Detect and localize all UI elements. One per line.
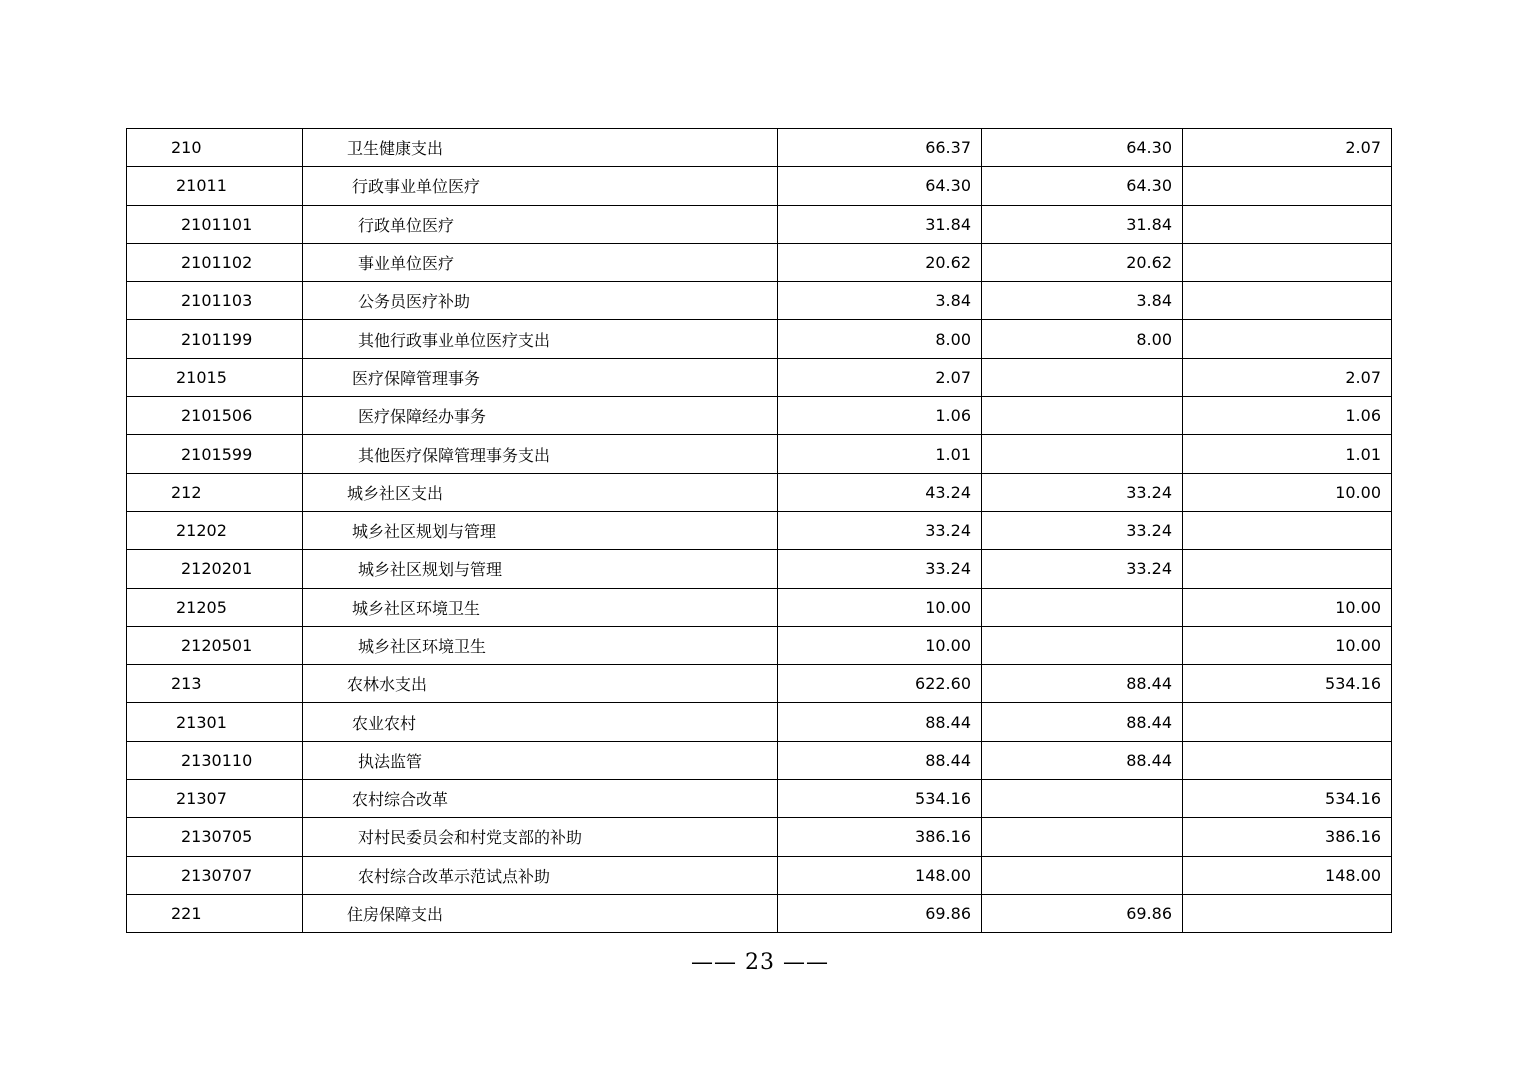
total-amount-cell: 88.44 bbox=[778, 741, 982, 779]
basic-expenditure-cell bbox=[982, 588, 1183, 626]
total-amount-cell: 66.37 bbox=[778, 129, 982, 167]
table-row bbox=[127, 665, 1392, 703]
basic-expenditure-cell: 8.00 bbox=[982, 320, 1183, 358]
total-amount-cell: 10.00 bbox=[778, 588, 982, 626]
basic-expenditure-cell: 33.24 bbox=[982, 550, 1183, 588]
subject-name-cell: 行政单位医疗 bbox=[303, 205, 778, 243]
subject-name-cell: 农林水支出 bbox=[303, 665, 778, 703]
subject-code-cell: 21202 bbox=[127, 511, 303, 549]
total-amount-cell: 3.84 bbox=[778, 282, 982, 320]
total-amount-cell: 622.60 bbox=[778, 665, 982, 703]
project-expenditure-cell bbox=[1183, 741, 1392, 779]
total-amount-cell: 148.00 bbox=[778, 856, 982, 894]
basic-expenditure-cell: 88.44 bbox=[982, 741, 1183, 779]
basic-expenditure-cell: 33.24 bbox=[982, 511, 1183, 549]
basic-expenditure-cell bbox=[982, 818, 1183, 856]
project-expenditure-cell bbox=[1183, 894, 1392, 932]
basic-expenditure-cell bbox=[982, 626, 1183, 664]
subject-name-cell: 农村综合改革 bbox=[303, 780, 778, 818]
total-amount-cell: 88.44 bbox=[778, 703, 982, 741]
table-row bbox=[127, 894, 1392, 932]
table-row bbox=[127, 205, 1392, 243]
project-expenditure-cell bbox=[1183, 243, 1392, 281]
subject-code-cell: 2101506 bbox=[127, 397, 303, 435]
basic-expenditure-cell: 88.44 bbox=[982, 665, 1183, 703]
project-expenditure-cell: 386.16 bbox=[1183, 818, 1392, 856]
subject-name-cell: 行政事业单位医疗 bbox=[303, 167, 778, 205]
table-row bbox=[127, 856, 1392, 894]
subject-code-cell: 2101103 bbox=[127, 282, 303, 320]
basic-expenditure-cell: 31.84 bbox=[982, 205, 1183, 243]
project-expenditure-cell bbox=[1183, 550, 1392, 588]
total-amount-cell: 69.86 bbox=[778, 894, 982, 932]
basic-expenditure-cell: 88.44 bbox=[982, 703, 1183, 741]
subject-name-cell: 城乡社区环境卫生 bbox=[303, 626, 778, 664]
subject-code-cell: 2130707 bbox=[127, 856, 303, 894]
table-row bbox=[127, 511, 1392, 549]
subject-name-cell: 公务员医疗补助 bbox=[303, 282, 778, 320]
project-expenditure-cell: 1.01 bbox=[1183, 435, 1392, 473]
total-amount-cell: 43.24 bbox=[778, 473, 982, 511]
subject-code-cell: 2130110 bbox=[127, 741, 303, 779]
total-amount-cell: 534.16 bbox=[778, 780, 982, 818]
subject-name-cell: 医疗保障经办事务 bbox=[303, 397, 778, 435]
basic-expenditure-cell bbox=[982, 358, 1183, 396]
table-row bbox=[127, 397, 1392, 435]
subject-code-cell: 210 bbox=[127, 129, 303, 167]
table-row bbox=[127, 243, 1392, 281]
project-expenditure-cell: 534.16 bbox=[1183, 665, 1392, 703]
subject-name-cell: 对村民委员会和村党支部的补助 bbox=[303, 818, 778, 856]
table-row bbox=[127, 741, 1392, 779]
total-amount-cell: 1.01 bbox=[778, 435, 982, 473]
basic-expenditure-cell bbox=[982, 856, 1183, 894]
project-expenditure-cell bbox=[1183, 703, 1392, 741]
project-expenditure-cell: 148.00 bbox=[1183, 856, 1392, 894]
project-expenditure-cell: 2.07 bbox=[1183, 129, 1392, 167]
total-amount-cell: 10.00 bbox=[778, 626, 982, 664]
subject-code-cell: 2120201 bbox=[127, 550, 303, 588]
total-amount-cell: 31.84 bbox=[778, 205, 982, 243]
subject-name-cell: 医疗保障管理事务 bbox=[303, 358, 778, 396]
total-amount-cell: 20.62 bbox=[778, 243, 982, 281]
subject-code-cell: 21307 bbox=[127, 780, 303, 818]
basic-expenditure-cell bbox=[982, 397, 1183, 435]
basic-expenditure-cell: 64.30 bbox=[982, 129, 1183, 167]
project-expenditure-cell bbox=[1183, 282, 1392, 320]
subject-name-cell: 城乡社区支出 bbox=[303, 473, 778, 511]
project-expenditure-cell: 2.07 bbox=[1183, 358, 1392, 396]
project-expenditure-cell: 534.16 bbox=[1183, 780, 1392, 818]
subject-code-cell: 212 bbox=[127, 473, 303, 511]
project-expenditure-cell: 10.00 bbox=[1183, 588, 1392, 626]
table-row bbox=[127, 320, 1392, 358]
basic-expenditure-cell bbox=[982, 780, 1183, 818]
table-row bbox=[127, 167, 1392, 205]
total-amount-cell: 1.06 bbox=[778, 397, 982, 435]
basic-expenditure-cell: 64.30 bbox=[982, 167, 1183, 205]
project-expenditure-cell: 10.00 bbox=[1183, 473, 1392, 511]
total-amount-cell: 33.24 bbox=[778, 511, 982, 549]
subject-code-cell: 221 bbox=[127, 894, 303, 932]
table-row bbox=[127, 282, 1392, 320]
table-row bbox=[127, 435, 1392, 473]
table-row bbox=[127, 550, 1392, 588]
total-amount-cell: 8.00 bbox=[778, 320, 982, 358]
project-expenditure-cell: 10.00 bbox=[1183, 626, 1392, 664]
project-expenditure-cell bbox=[1183, 511, 1392, 549]
subject-code-cell: 21011 bbox=[127, 167, 303, 205]
table-row bbox=[127, 703, 1392, 741]
total-amount-cell: 33.24 bbox=[778, 550, 982, 588]
page-number: —— 23 —— bbox=[691, 950, 829, 975]
project-expenditure-cell bbox=[1183, 167, 1392, 205]
subject-code-cell: 2101101 bbox=[127, 205, 303, 243]
basic-expenditure-cell: 3.84 bbox=[982, 282, 1183, 320]
subject-name-cell: 执法监管 bbox=[303, 741, 778, 779]
total-amount-cell: 386.16 bbox=[778, 818, 982, 856]
table-body bbox=[127, 129, 1392, 933]
subject-name-cell: 事业单位医疗 bbox=[303, 243, 778, 281]
basic-expenditure-cell bbox=[982, 435, 1183, 473]
subject-name-cell: 住房保障支出 bbox=[303, 894, 778, 932]
subject-code-cell: 2101199 bbox=[127, 320, 303, 358]
subject-code-cell: 2101102 bbox=[127, 243, 303, 281]
basic-expenditure-cell: 33.24 bbox=[982, 473, 1183, 511]
subject-code-cell: 21301 bbox=[127, 703, 303, 741]
subject-code-cell: 2130705 bbox=[127, 818, 303, 856]
project-expenditure-cell bbox=[1183, 205, 1392, 243]
project-expenditure-cell: 1.06 bbox=[1183, 397, 1392, 435]
subject-code-cell: 21205 bbox=[127, 588, 303, 626]
table-row bbox=[127, 358, 1392, 396]
basic-expenditure-cell: 69.86 bbox=[982, 894, 1183, 932]
expenditure-table bbox=[126, 128, 1392, 933]
total-amount-cell: 2.07 bbox=[778, 358, 982, 396]
subject-name-cell: 城乡社区规划与管理 bbox=[303, 550, 778, 588]
table-row bbox=[127, 588, 1392, 626]
subject-code-cell: 2120501 bbox=[127, 626, 303, 664]
subject-code-cell: 213 bbox=[127, 665, 303, 703]
subject-name-cell: 卫生健康支出 bbox=[303, 129, 778, 167]
subject-code-cell: 21015 bbox=[127, 358, 303, 396]
total-amount-cell: 64.30 bbox=[778, 167, 982, 205]
subject-name-cell: 农村综合改革示范试点补助 bbox=[303, 856, 778, 894]
table-row bbox=[127, 473, 1392, 511]
subject-code-cell: 2101599 bbox=[127, 435, 303, 473]
table-row bbox=[127, 818, 1392, 856]
table-row bbox=[127, 129, 1392, 167]
table-row bbox=[127, 626, 1392, 664]
subject-name-cell: 城乡社区规划与管理 bbox=[303, 511, 778, 549]
table-row bbox=[127, 780, 1392, 818]
subject-name-cell: 其他医疗保障管理事务支出 bbox=[303, 435, 778, 473]
project-expenditure-cell bbox=[1183, 320, 1392, 358]
subject-name-cell: 城乡社区环境卫生 bbox=[303, 588, 778, 626]
basic-expenditure-cell: 20.62 bbox=[982, 243, 1183, 281]
subject-name-cell: 农业农村 bbox=[303, 703, 778, 741]
subject-name-cell: 其他行政事业单位医疗支出 bbox=[303, 320, 778, 358]
